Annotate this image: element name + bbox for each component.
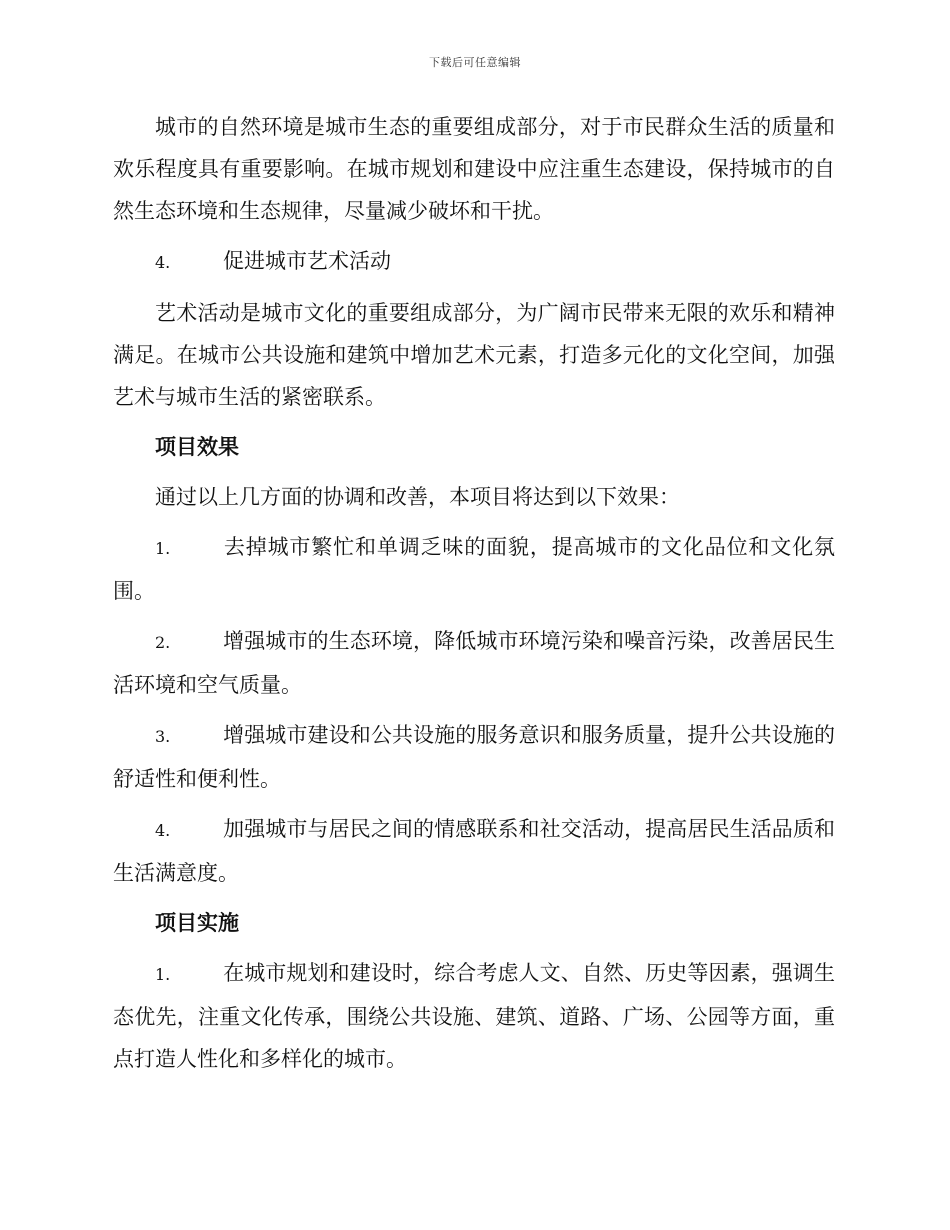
list-number: 4. — [155, 821, 171, 840]
list-text: 促进城市艺术活动 — [223, 249, 391, 273]
list-number: 1. — [155, 539, 171, 558]
impl-item-1 — [113, 952, 835, 1080]
art-list-item — [113, 240, 835, 284]
list-number: 1. — [155, 965, 171, 984]
list-text: 增强城市建设和公共设施的服务意识和服务质量，提升公共设施的舒适性和便利性。 — [113, 723, 835, 791]
list-text: 在城市规划和建设时，综合考虑人文、自然、历史等因素，强调生态优先，注重文化传承，围绕公共设施、建筑、道路、广场、公园等方面，重点打造人性化和多样化的城市。 — [113, 961, 835, 1071]
effects-heading: 项目效果 — [155, 434, 239, 459]
nature-paragraph: 城市的自然环境是城市生态的重要组成部分，对于市民群众生活的质量和欢乐程度具有重要影响。在城市规划和建设中应注重生态建设，保持城市的自然生态环境和生态规律，尽量减少破坏和干扰。 — [113, 115, 835, 223]
effect-item-1 — [113, 526, 835, 612]
list-number: 4. — [155, 253, 171, 272]
list-number: 3. — [155, 727, 171, 746]
effect-item-2 — [113, 620, 835, 706]
list-text: 加强城市与居民之间的情感联系和社交活动，提高居民生活品质和生活满意度。 — [113, 817, 835, 885]
effect-item-4 — [113, 808, 835, 894]
effects-intro: 通过以上几方面的协调和改善，本项目将达到以下效果： — [155, 485, 680, 509]
list-number: 2. — [155, 633, 171, 652]
document-body — [113, 106, 835, 1088]
list-text: 增强城市的生态环境，降低城市环境污染和噪音污染，改善居民生活环境和空气质量。 — [113, 629, 835, 697]
effect-item-3 — [113, 714, 835, 800]
page-header: 下载后可任意编辑 — [429, 56, 521, 69]
art-paragraph: 艺术活动是城市文化的重要组成部分，为广阔市民带来无限的欢乐和精神满足。在城市公共设施和建筑中增加艺术元素，打造多元化的文化空间，加强艺术与城市生活的紧密联系。 — [113, 301, 835, 409]
list-text: 去掉城市繁忙和单调乏味的面貌，提高城市的文化品位和文化氛围。 — [113, 535, 835, 603]
implementation-heading: 项目实施 — [155, 910, 239, 935]
